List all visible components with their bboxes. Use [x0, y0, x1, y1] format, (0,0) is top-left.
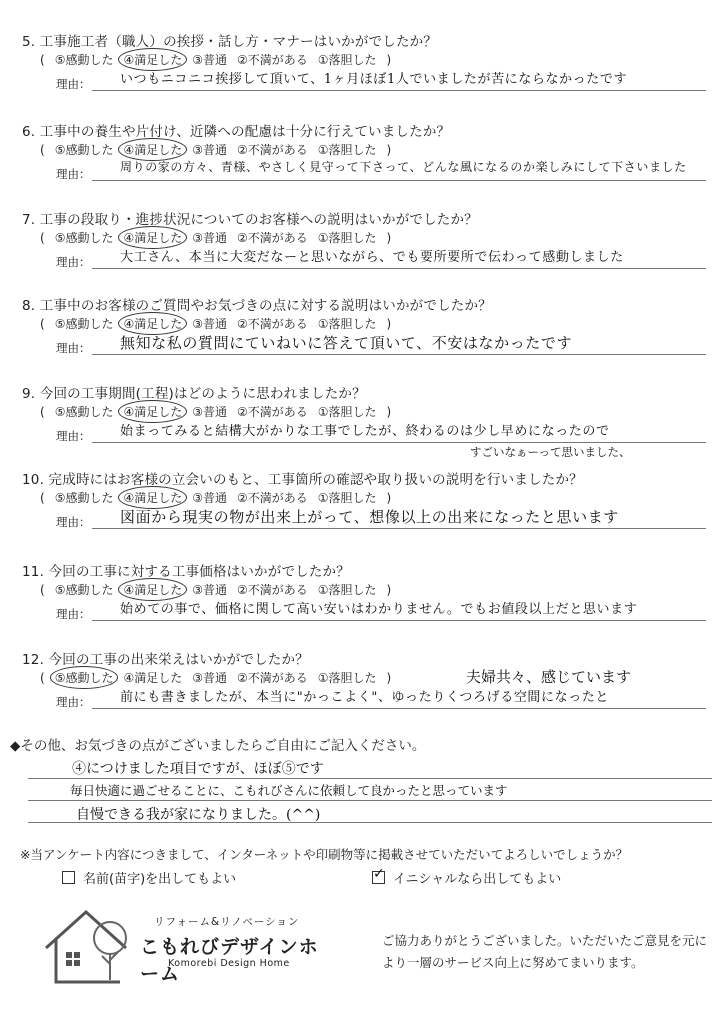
- rating-option[interactable]: ④満足した: [123, 583, 183, 597]
- rating-option[interactable]: ③普通: [192, 317, 227, 331]
- bracket: (: [40, 671, 45, 685]
- reason-label: 理由：: [56, 255, 91, 269]
- rating-option[interactable]: ①落胆した: [317, 317, 377, 331]
- logo-subtitle: リフォーム&リノベーション: [154, 916, 300, 928]
- answer-line: [92, 90, 706, 91]
- rating-options: [40, 669, 401, 686]
- question-title: 12. 今回の工事の出来栄えはいかがでしたか？: [22, 652, 309, 668]
- thanks-message: [382, 930, 707, 974]
- thanks-line: より一層のサービス向上に努めてまいります。: [382, 955, 644, 970]
- bracket: ): [386, 231, 392, 245]
- comment-line: [28, 778, 712, 779]
- bracket: (: [40, 491, 45, 505]
- rating-option[interactable]: ④満足した: [123, 231, 183, 245]
- answer-line: [92, 442, 706, 443]
- question-title: 11. 今回の工事に対する工事価格はいかがでしたか？: [22, 564, 350, 580]
- rating-option[interactable]: ①落胆した: [317, 53, 377, 67]
- logo-english: Komorebi Design Home: [168, 958, 290, 969]
- thanks-line: ご協力ありがとうございました。いただいたご意見を元に: [382, 933, 708, 948]
- rating-options: [40, 489, 401, 506]
- rating-option[interactable]: ⑤感動した: [54, 405, 114, 419]
- answer-line: [92, 354, 706, 355]
- rating-option[interactable]: ④満足した: [123, 53, 183, 67]
- rating-option[interactable]: ④満足した: [123, 317, 183, 331]
- rating-option[interactable]: ②不満がある: [236, 671, 308, 685]
- handwritten-answer: 図面から現実の物が出来上がって、想像以上の出来になったと思います: [120, 508, 619, 526]
- rating-option[interactable]: ⑤感動した: [54, 671, 114, 685]
- rating-option[interactable]: ①落胆した: [317, 143, 377, 157]
- bracket: ): [386, 491, 392, 505]
- consent-option-name[interactable]: [62, 868, 236, 887]
- rating-option[interactable]: ④満足した: [123, 405, 183, 419]
- handwritten-answer: 大工さん、本当に大変だなーと思いながら、でも要所要所で伝わって感動しました: [120, 250, 624, 265]
- answer-line: [92, 268, 706, 269]
- reason-label: 理由：: [56, 341, 91, 355]
- handwritten-answer: 周りの家の方々、青様、やさしく見守って下さって、どんな風になるのか楽しみにして下さいました: [120, 160, 687, 174]
- rating-options: [40, 403, 401, 420]
- company-logo: [40, 898, 330, 988]
- rating-option[interactable]: ②不満がある: [236, 143, 308, 157]
- rating-option[interactable]: ③普通: [192, 671, 227, 685]
- rating-option[interactable]: ⑤感動した: [54, 317, 114, 331]
- rating-option[interactable]: ④満足した: [123, 491, 183, 505]
- rating-option[interactable]: ④満足した: [123, 143, 183, 157]
- bracket: (: [40, 143, 45, 157]
- question-title: 5. 工事施工者（職人）の挨拶・話し方・マナーはいかがでしたか？: [22, 34, 438, 50]
- rating-option[interactable]: ③普通: [192, 583, 227, 597]
- bracket: (: [40, 583, 45, 597]
- rating-options: [40, 315, 401, 332]
- rating-options: [40, 229, 401, 246]
- bracket: ): [386, 671, 392, 685]
- rating-option[interactable]: ⑤感動した: [54, 491, 114, 505]
- rating-option[interactable]: ②不満がある: [236, 583, 308, 597]
- rating-option[interactable]: ②不満がある: [236, 231, 308, 245]
- answer-line: [92, 620, 706, 621]
- rating-options: [40, 141, 401, 158]
- question-title: 8. 工事中のお客様のご質問やお気づきの点に対する説明はいかがでしたか？: [22, 298, 492, 314]
- reason-label: 理由：: [56, 167, 91, 181]
- rating-option[interactable]: ①落胆した: [317, 405, 377, 419]
- handwritten-answer: 始めての事で、価格に関して高い安いはわかりません。でもお値段以上だと思います: [120, 602, 638, 617]
- checkbox[interactable]: [372, 871, 385, 884]
- consent-option-initial[interactable]: [372, 868, 561, 887]
- rating-option[interactable]: ②不満がある: [236, 491, 308, 505]
- checkbox[interactable]: [62, 871, 75, 884]
- comment-text: ④につけました項目ですが、ほぼ⑤です: [72, 761, 324, 777]
- handwritten-extra: 夫婦共々、感じています: [466, 668, 632, 686]
- rating-option[interactable]: ④満足した: [123, 671, 183, 685]
- question-title: 6. 工事中の養生や片付け、近隣への配慮は十分に行えていましたか？: [22, 124, 451, 140]
- question-title: 10. 完成時にはお客様の立会いのもと、工事箇所の確認や取り扱いの説明を行いましたか？: [22, 472, 583, 488]
- bracket: (: [40, 405, 45, 419]
- bracket: (: [40, 231, 45, 245]
- rating-option[interactable]: ②不満がある: [236, 53, 308, 67]
- reason-label: 理由：: [56, 695, 91, 709]
- question-title: 7. 工事の段取り・進捗状況についてのお客様への説明はいかがでしたか？: [22, 212, 478, 228]
- comment-text: 毎日快適に過ごせることに、こもれびさんに依頼して良かったと思っています: [70, 783, 508, 798]
- rating-option[interactable]: ②不満がある: [236, 317, 308, 331]
- house-tree-icon: [40, 898, 140, 988]
- rating-option[interactable]: ⑤感動した: [54, 143, 114, 157]
- rating-option[interactable]: ③普通: [192, 231, 227, 245]
- rating-option[interactable]: ⑤感動した: [54, 53, 114, 67]
- rating-option[interactable]: ③普通: [192, 53, 227, 67]
- rating-option[interactable]: ①落胆した: [317, 671, 377, 685]
- answer-line: [92, 180, 706, 181]
- rating-option[interactable]: ③普通: [192, 491, 227, 505]
- consent-option-label: イニシャルなら出してもよい: [393, 872, 562, 887]
- rating-option[interactable]: ①落胆した: [317, 231, 377, 245]
- bracket: ): [386, 143, 392, 157]
- question-title: 9. 今回の工事期間(工程)はどのように思われましたか？: [22, 386, 366, 402]
- bracket: (: [40, 53, 45, 67]
- reason-label: 理由：: [56, 429, 91, 443]
- bracket: ): [386, 405, 392, 419]
- handwritten-answer: 無知な私の質問にていねいに答えて頂いて、不安はなかったです: [120, 334, 573, 352]
- reason-label: 理由：: [56, 77, 91, 91]
- bracket: ): [386, 583, 392, 597]
- rating-options: [40, 581, 401, 598]
- rating-option[interactable]: ①落胆した: [317, 583, 377, 597]
- handwritten-answer: 始まってみると結構大がかりな工事でしたが、終わるのは少し早めになったので: [120, 424, 610, 439]
- handwritten-answer: いつもニコニコ挨拶して頂いて、1ヶ月ほぼ1人でいましたが苦にならなかったです: [120, 72, 628, 87]
- rating-option[interactable]: ①落胆した: [317, 491, 377, 505]
- handwritten-extra: すごいなぁーって思いました、: [470, 445, 631, 459]
- logo-name: こもれびデザインホーム: [140, 936, 319, 985]
- comment-line: [28, 800, 712, 801]
- consent-question: ※当アンケート内容につきまして、インターネットや印刷物等に掲載させていただいてよろしいでしょうか？: [20, 847, 629, 862]
- rating-option[interactable]: ⑤感動した: [54, 583, 114, 597]
- rating-option[interactable]: ②不満がある: [236, 405, 308, 419]
- bracket: ): [386, 317, 392, 331]
- bracket: ): [386, 53, 392, 67]
- comment-text: 自慢できる我が家になりました。(^^): [76, 807, 321, 823]
- rating-options: [40, 51, 401, 68]
- consent-option-label: 名前(苗字)を出してもよい: [83, 872, 237, 887]
- other-comments-title: ◆その他、お気づきの点がございましたらご自由にご記入ください。: [10, 738, 426, 754]
- rating-option[interactable]: ③普通: [192, 143, 227, 157]
- rating-option[interactable]: ③普通: [192, 405, 227, 419]
- rating-option[interactable]: ⑤感動した: [54, 231, 114, 245]
- reason-label: 理由：: [56, 607, 91, 621]
- bracket: (: [40, 317, 45, 331]
- reason-label: 理由：: [56, 515, 91, 529]
- answer-line: [92, 528, 706, 529]
- handwritten-answer: 前にも書きましたが、本当に"かっこよく"、ゆったりくつろげる空間になったと: [120, 690, 610, 705]
- answer-line: [92, 708, 706, 709]
